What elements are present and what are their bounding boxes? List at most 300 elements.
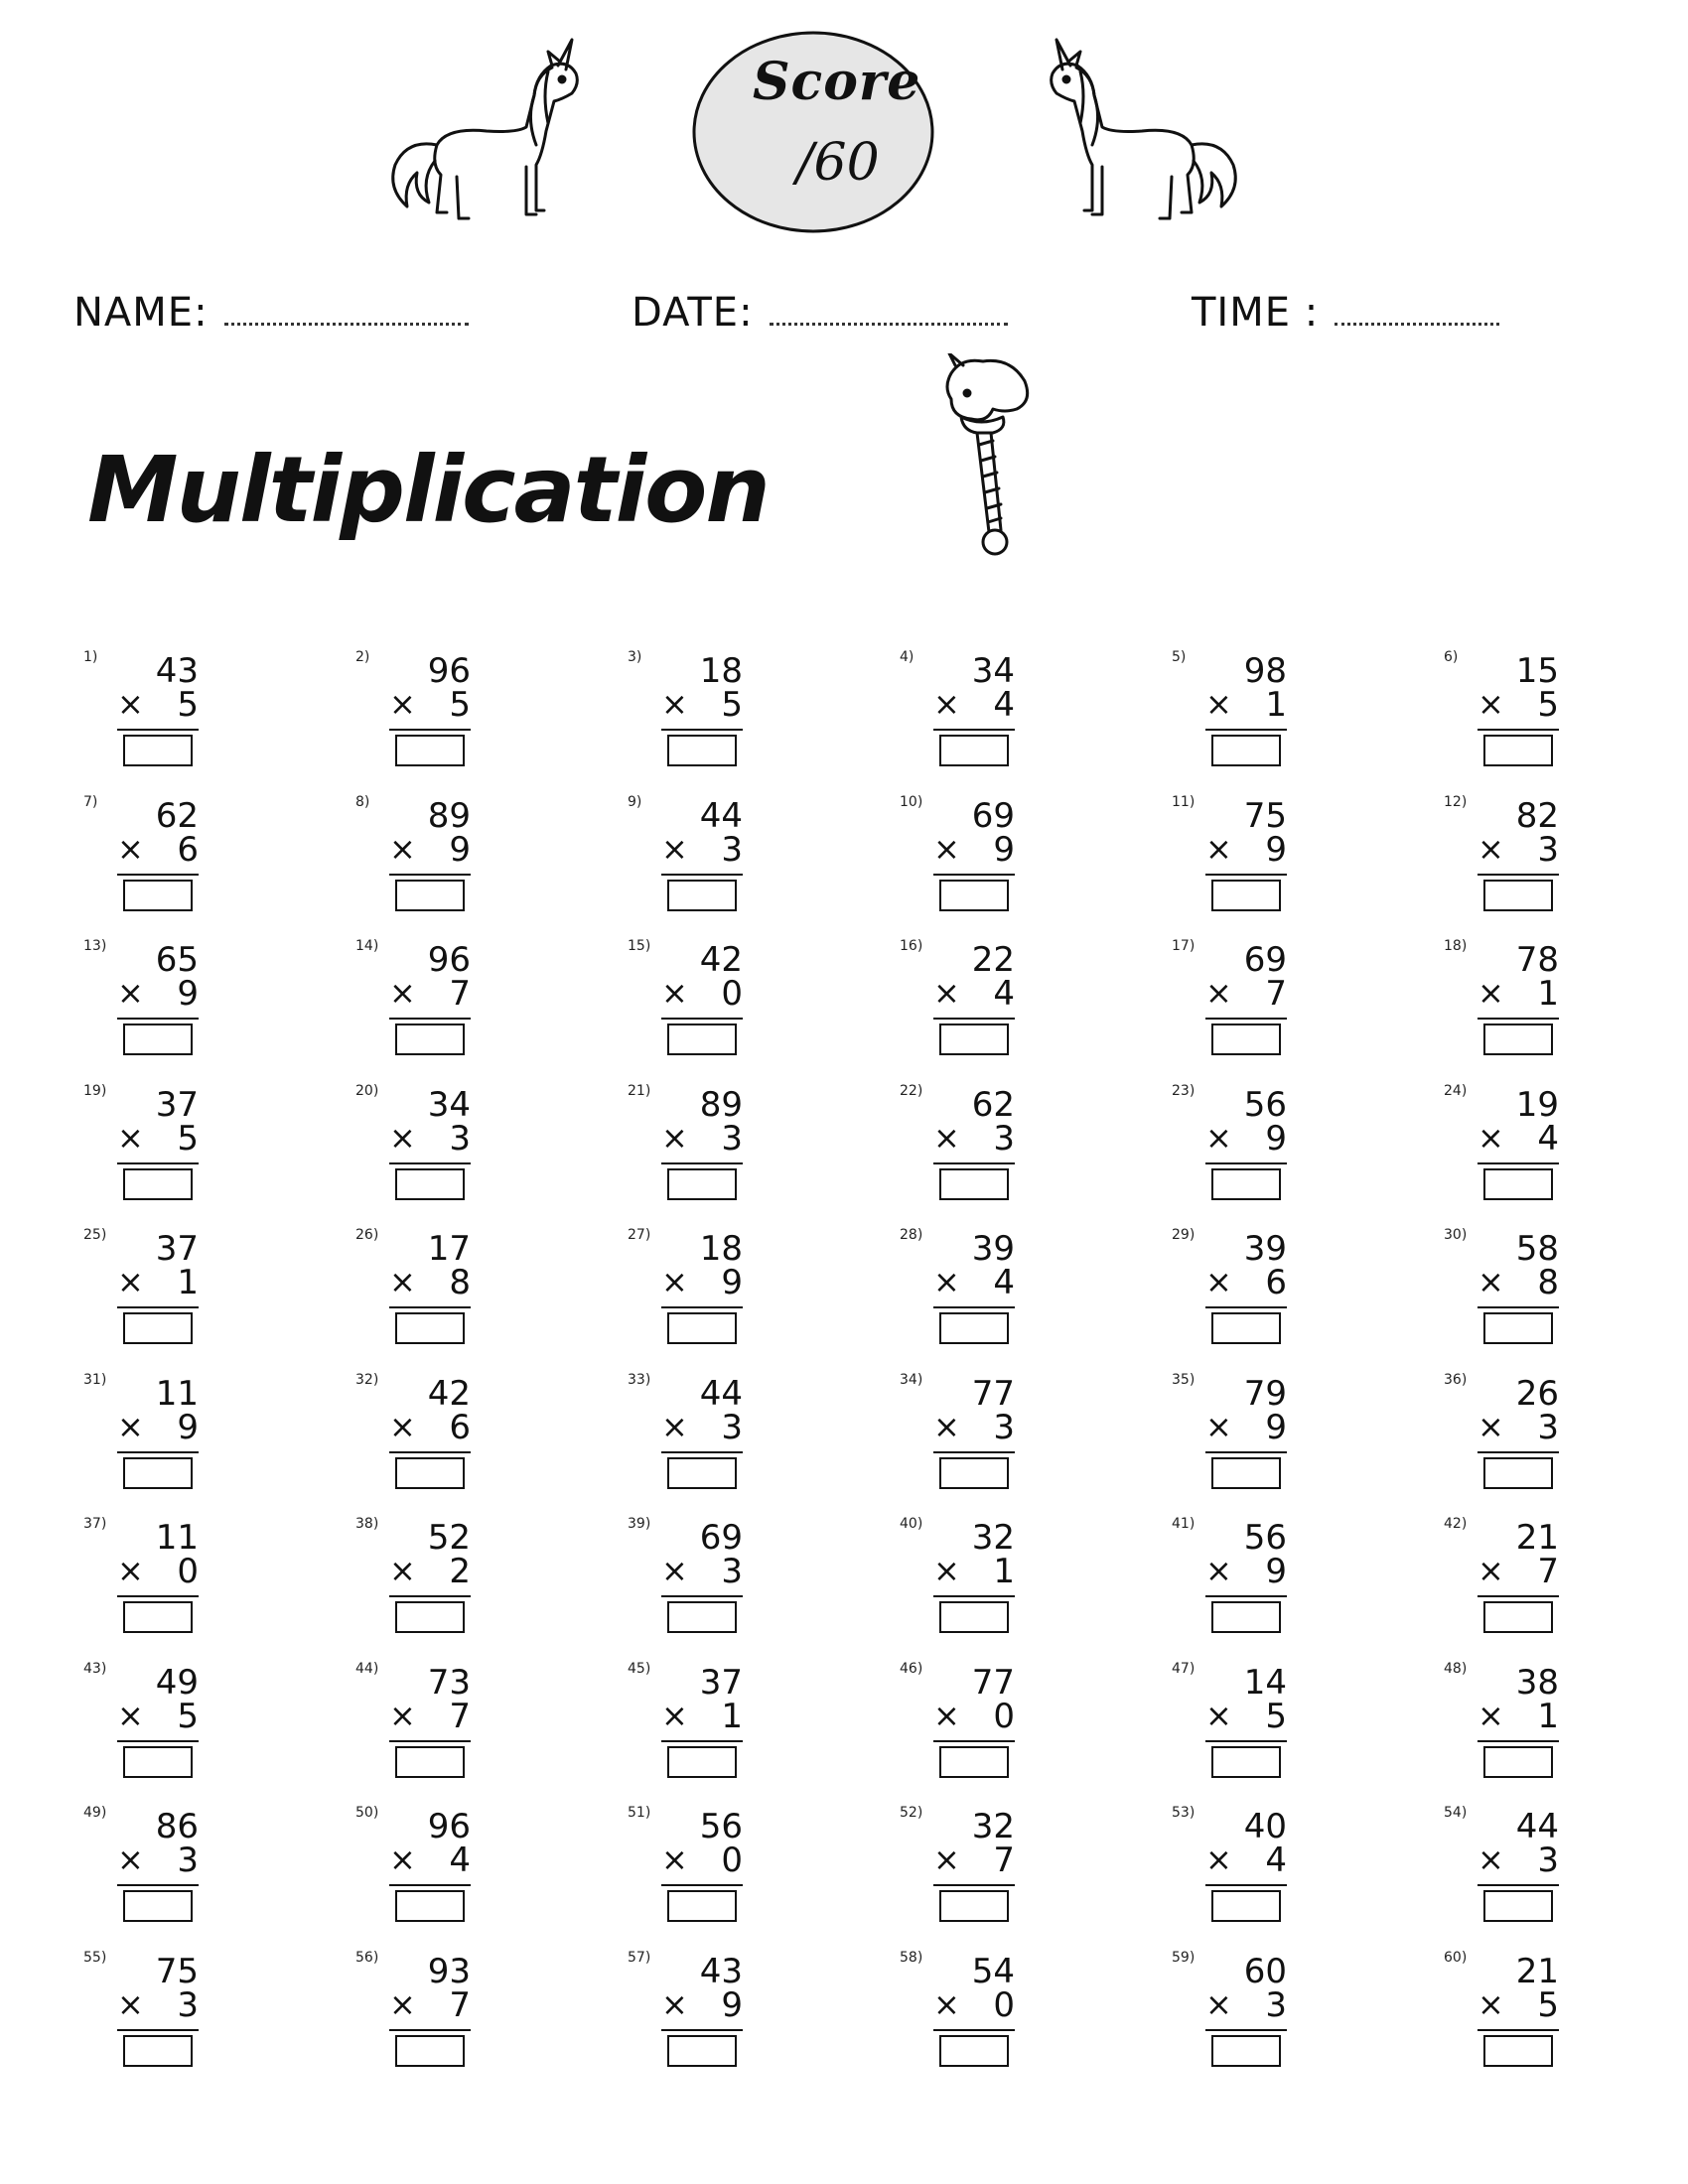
problem-number: 31)	[83, 1371, 107, 1388]
multiplicand: 37	[699, 1662, 743, 1703]
problem-number: 59)	[1172, 1949, 1196, 1966]
answer-box[interactable]	[123, 1024, 193, 1055]
answer-box[interactable]	[395, 1457, 465, 1489]
problem-item	[83, 1805, 232, 1924]
problem-number: 47)	[1172, 1660, 1196, 1677]
problem-number: 30)	[1444, 1227, 1468, 1243]
answer-box[interactable]	[667, 735, 737, 766]
problem-item	[628, 938, 776, 1057]
answer-box[interactable]	[939, 735, 1009, 766]
multiplier-row	[933, 1119, 1015, 1164]
problem-item	[355, 1516, 504, 1635]
times-sign: ×	[661, 1984, 688, 2023]
multiplier: 1	[721, 1696, 743, 1736]
answer-box[interactable]	[1483, 1746, 1553, 1778]
problem-number: 21)	[628, 1082, 651, 1099]
multiplier-row	[661, 1263, 743, 1308]
problem-number: 36)	[1444, 1371, 1468, 1388]
times-sign: ×	[661, 1263, 688, 1300]
problem-number: 29)	[1172, 1227, 1196, 1243]
multiplier-row	[1477, 1552, 1559, 1597]
multiplier: 0	[993, 1984, 1015, 2025]
date-line[interactable]	[770, 322, 1008, 326]
multiplier: 3	[993, 1118, 1015, 1159]
multiplier: 3	[1265, 1984, 1287, 2025]
times-sign: ×	[661, 1552, 688, 1589]
times-sign: ×	[389, 1263, 416, 1300]
answer-box[interactable]	[667, 1168, 737, 1200]
multiplier-row	[1477, 685, 1559, 731]
multiplicand: 40	[1243, 1807, 1287, 1846]
multiplier: 6	[177, 829, 199, 870]
problem-item	[900, 1805, 1049, 1924]
answer-box[interactable]	[123, 735, 193, 766]
answer-box[interactable]	[1211, 1457, 1281, 1489]
times-sign: ×	[661, 685, 688, 723]
multiplicand: 49	[155, 1662, 199, 1703]
multiplicand: 82	[1515, 795, 1559, 836]
multiplier: 6	[449, 1407, 471, 1447]
problem-number: 25)	[83, 1227, 107, 1243]
problem-number: 8)	[355, 793, 370, 810]
multiplier: 3	[177, 1984, 199, 2025]
multiplicand: 44	[699, 1373, 743, 1414]
times-sign: ×	[1477, 1552, 1504, 1589]
times-sign: ×	[117, 1696, 144, 1734]
times-sign: ×	[1477, 1263, 1504, 1300]
problem-item	[1172, 1805, 1321, 1924]
problem-item	[83, 1083, 232, 1202]
multiplier: 5	[177, 1118, 199, 1159]
multiplier: 4	[993, 1263, 1015, 1302]
answer-box[interactable]	[1211, 1890, 1281, 1922]
answer-box[interactable]	[1483, 735, 1553, 766]
answer-box[interactable]	[123, 1312, 193, 1344]
answer-box[interactable]	[123, 1746, 193, 1778]
answer-box[interactable]	[123, 1890, 193, 1922]
answer-box[interactable]	[123, 1601, 193, 1633]
problem-number: 45)	[628, 1660, 651, 1677]
multiplicand: 44	[699, 795, 743, 836]
multiplier: 7	[1537, 1552, 1559, 1591]
answer-box[interactable]	[395, 1746, 465, 1778]
problem-number: 10)	[900, 793, 923, 810]
problem-item	[355, 1227, 504, 1346]
multiplicand: 96	[427, 651, 471, 691]
multiplier: 3	[721, 1118, 743, 1159]
times-sign: ×	[933, 685, 960, 723]
problem-number: 26)	[355, 1227, 379, 1243]
times-sign: ×	[661, 829, 688, 868]
times-sign: ×	[1205, 1118, 1232, 1157]
multiplier-row	[1205, 1552, 1287, 1597]
problem-number: 7)	[83, 793, 98, 810]
problem-item	[83, 1661, 232, 1780]
answer-box[interactable]	[667, 1746, 737, 1778]
date-field[interactable]	[632, 290, 1008, 336]
problem-item	[1172, 1661, 1321, 1780]
multiplier: 8	[449, 1263, 471, 1302]
name-line[interactable]	[224, 322, 469, 326]
page-title: Multiplication	[87, 437, 769, 543]
problem-number: 20)	[355, 1082, 379, 1099]
problem-item	[1444, 1227, 1593, 1346]
multiplier: 3	[721, 1407, 743, 1447]
answer-box[interactable]	[939, 1312, 1009, 1344]
multiplier: 7	[449, 974, 471, 1014]
multiplier-row	[661, 1841, 743, 1886]
answer-box[interactable]	[667, 1312, 737, 1344]
multiplier-row	[389, 1841, 471, 1886]
multiplier: 7	[449, 1984, 471, 2025]
problem-item	[83, 1516, 232, 1635]
multiplicand: 93	[427, 1951, 471, 1991]
multiplicand: 26	[1515, 1373, 1559, 1414]
multiplicand: 39	[971, 1229, 1015, 1269]
problem-number: 27)	[628, 1227, 651, 1243]
multiplicand: 32	[971, 1807, 1015, 1846]
answer-box[interactable]	[1211, 735, 1281, 766]
answer-box[interactable]	[667, 1457, 737, 1489]
multiplier-row	[1205, 1985, 1287, 2031]
answer-box[interactable]	[939, 2035, 1009, 2067]
problem-item	[1172, 1950, 1321, 2069]
problem-number: 33)	[628, 1371, 651, 1388]
multiplier: 9	[1265, 1407, 1287, 1447]
multiplier: 1	[1537, 1696, 1559, 1736]
multiplier: 1	[177, 1263, 199, 1302]
multiplier-row	[933, 1552, 1015, 1597]
multiplier: 0	[177, 1552, 199, 1591]
answer-box[interactable]	[667, 880, 737, 911]
problem-number: 2)	[355, 649, 370, 665]
multiplier: 5	[177, 685, 199, 725]
multiplier-row	[117, 974, 199, 1020]
multiplicand: 89	[427, 795, 471, 836]
answer-box[interactable]	[123, 2035, 193, 2067]
problem-item	[900, 1661, 1049, 1780]
multiplier-row	[661, 974, 743, 1020]
multiplicand: 21	[1515, 1951, 1559, 1991]
multiplier: 9	[449, 829, 471, 870]
times-sign: ×	[117, 685, 144, 723]
multiplicand: 43	[699, 1951, 743, 1991]
multiplier-row	[1205, 1697, 1287, 1742]
multiplier-row	[1477, 1408, 1559, 1453]
answer-box[interactable]	[939, 1601, 1009, 1633]
problem-number: 6)	[1444, 649, 1459, 665]
times-sign: ×	[1477, 974, 1504, 1012]
multiplier-row	[389, 1408, 471, 1453]
answer-box[interactable]	[1211, 1601, 1281, 1633]
multiplicand: 56	[1243, 1518, 1287, 1558]
multiplier-row	[117, 1119, 199, 1164]
problem-number: 1)	[83, 649, 98, 665]
times-sign: ×	[1205, 1552, 1232, 1589]
problem-number: 28)	[900, 1227, 923, 1243]
answer-box[interactable]	[1211, 1168, 1281, 1200]
times-sign: ×	[117, 1118, 144, 1157]
answer-box[interactable]	[939, 1457, 1009, 1489]
multiplier-row	[933, 1985, 1015, 2031]
multiplier: 4	[993, 685, 1015, 725]
multiplier: 0	[721, 1841, 743, 1880]
multiplier: 6	[1265, 1263, 1287, 1302]
times-sign: ×	[1205, 974, 1232, 1012]
problem-item	[1444, 649, 1593, 768]
answer-box[interactable]	[395, 1890, 465, 1922]
answer-box[interactable]	[395, 1168, 465, 1200]
times-sign: ×	[117, 1263, 144, 1300]
answer-box[interactable]	[667, 2035, 737, 2067]
times-sign: ×	[389, 1407, 416, 1445]
multiplier: 7	[449, 1696, 471, 1736]
answer-box[interactable]	[939, 1746, 1009, 1778]
multiplier: 4	[449, 1841, 471, 1880]
answer-box[interactable]	[395, 1312, 465, 1344]
multiplier: 9	[177, 1407, 199, 1447]
multiplier: 3	[993, 1407, 1015, 1447]
multiplier-row	[933, 1841, 1015, 1886]
answer-box[interactable]	[1211, 1312, 1281, 1344]
student-info-row	[0, 290, 1688, 349]
answer-box[interactable]	[939, 880, 1009, 911]
problem-item	[1444, 1083, 1593, 1202]
multiplicand: 79	[1243, 1373, 1287, 1414]
score-total: /60	[796, 133, 880, 193]
problem-item	[900, 938, 1049, 1057]
multiplier: 9	[1265, 1118, 1287, 1159]
answer-box[interactable]	[939, 1024, 1009, 1055]
problem-number: 17)	[1172, 938, 1196, 954]
multiplier-row	[1477, 830, 1559, 876]
problem-item	[1444, 1950, 1593, 2069]
multiplier-row	[389, 1985, 471, 2031]
problem-number: 14)	[355, 938, 379, 954]
multiplier: 5	[1265, 1696, 1287, 1736]
times-sign: ×	[933, 1984, 960, 2023]
multiplier: 4	[1537, 1118, 1559, 1159]
multiplier-row	[1205, 685, 1287, 731]
problem-item	[628, 1372, 776, 1491]
multiplier: 0	[993, 1696, 1015, 1736]
multiplier-row	[1205, 974, 1287, 1020]
problem-item	[83, 1950, 232, 2069]
answer-box[interactable]	[1483, 1312, 1553, 1344]
problem-number: 3)	[628, 649, 642, 665]
multiplicand: 42	[427, 1373, 471, 1414]
multiplier-row	[389, 974, 471, 1020]
multiplicand: 19	[1515, 1084, 1559, 1125]
multiplier: 3	[1537, 1841, 1559, 1880]
problem-item	[628, 794, 776, 913]
problem-number: 48)	[1444, 1660, 1468, 1677]
problem-item	[355, 1950, 504, 2069]
score-label: Score	[753, 52, 921, 112]
problem-item	[1172, 938, 1321, 1057]
times-sign: ×	[117, 829, 144, 868]
answer-box[interactable]	[395, 2035, 465, 2067]
multiplicand: 89	[699, 1084, 743, 1125]
times-sign: ×	[1205, 1407, 1232, 1445]
multiplicand: 42	[699, 940, 743, 980]
unicorn-left-icon	[377, 36, 586, 244]
multiplicand: 62	[971, 1084, 1015, 1125]
times-sign: ×	[661, 974, 688, 1012]
times-sign: ×	[661, 1407, 688, 1445]
times-sign: ×	[933, 1841, 960, 1878]
multiplier: 9	[177, 974, 199, 1014]
multiplier: 7	[993, 1841, 1015, 1880]
answer-box[interactable]	[123, 1457, 193, 1489]
multiplier: 4	[1265, 1841, 1287, 1880]
answer-box[interactable]	[667, 1890, 737, 1922]
times-sign: ×	[933, 974, 960, 1012]
times-sign: ×	[117, 1841, 144, 1878]
answer-box[interactable]	[1483, 2035, 1553, 2067]
multiplier-row	[389, 1263, 471, 1308]
answer-box[interactable]	[667, 1024, 737, 1055]
multiplier: 2	[449, 1552, 471, 1591]
answer-box[interactable]	[123, 1168, 193, 1200]
multiplier-row	[117, 1263, 199, 1308]
answer-box[interactable]	[395, 880, 465, 911]
times-sign: ×	[1477, 1407, 1504, 1445]
answer-box[interactable]	[1483, 1457, 1553, 1489]
problem-item	[355, 1805, 504, 1924]
problem-number: 56)	[355, 1949, 379, 1966]
problem-number: 5)	[1172, 649, 1187, 665]
answer-box[interactable]	[1483, 1168, 1553, 1200]
multiplier: 5	[177, 1696, 199, 1736]
multiplier-row	[661, 1408, 743, 1453]
multiplier-row	[389, 1552, 471, 1597]
problem-number: 12)	[1444, 793, 1468, 810]
times-sign: ×	[661, 1841, 688, 1878]
multiplicand: 58	[1515, 1229, 1559, 1269]
multiplicand: 56	[699, 1807, 743, 1846]
problem-number: 13)	[83, 938, 107, 954]
multiplier-row	[389, 1697, 471, 1742]
times-sign: ×	[1477, 1118, 1504, 1157]
problem-item	[1444, 794, 1593, 913]
answer-box[interactable]	[1483, 880, 1553, 911]
times-sign: ×	[1205, 829, 1232, 868]
times-sign: ×	[389, 1696, 416, 1734]
problem-number: 24)	[1444, 1082, 1468, 1099]
multiplicand: 62	[155, 795, 199, 836]
multiplier: 7	[1265, 974, 1287, 1014]
multiplier-row	[661, 1697, 743, 1742]
answer-box[interactable]	[667, 1601, 737, 1633]
answer-box[interactable]	[1211, 880, 1281, 911]
multiplier: 1	[1537, 974, 1559, 1014]
multiplicand: 18	[699, 651, 743, 691]
problem-item	[1444, 1516, 1593, 1635]
answer-box[interactable]	[395, 1601, 465, 1633]
multiplier-row	[1477, 1697, 1559, 1742]
multiplicand: 39	[1243, 1229, 1287, 1269]
multiplicand: 65	[155, 940, 199, 980]
time-line[interactable]	[1335, 322, 1499, 326]
multiplier-row	[117, 1985, 199, 2031]
multiplier-row	[933, 830, 1015, 876]
problem-item	[1172, 649, 1321, 768]
problem-item	[900, 649, 1049, 768]
problem-number: 42)	[1444, 1516, 1468, 1532]
problem-item	[628, 649, 776, 768]
problem-item	[628, 1950, 776, 2069]
problem-number: 55)	[83, 1949, 107, 1966]
multiplier: 3	[1537, 1407, 1559, 1447]
multiplicand: 21	[1515, 1518, 1559, 1558]
multiplier-row	[1205, 1841, 1287, 1886]
problem-number: 51)	[628, 1805, 651, 1821]
multiplicand: 11	[155, 1518, 199, 1558]
problem-number: 39)	[628, 1516, 651, 1532]
times-sign: ×	[933, 1696, 960, 1734]
problem-item	[83, 649, 232, 768]
problem-item	[628, 1516, 776, 1635]
answer-box[interactable]	[1483, 1890, 1553, 1922]
multiplicand: 14	[1243, 1662, 1287, 1703]
multiplicand: 34	[427, 1084, 471, 1125]
answer-box[interactable]	[395, 1024, 465, 1055]
problem-item	[1444, 1805, 1593, 1924]
multiplicand: 60	[1243, 1951, 1287, 1991]
multiplier-row	[1205, 1408, 1287, 1453]
problem-item	[900, 1372, 1049, 1491]
times-sign: ×	[389, 685, 416, 723]
problem-item	[1172, 794, 1321, 913]
problem-item	[1172, 1372, 1321, 1491]
answer-box[interactable]	[123, 880, 193, 911]
multiplicand: 52	[427, 1518, 471, 1558]
multiplicand: 15	[1515, 651, 1559, 691]
times-sign: ×	[389, 1552, 416, 1589]
answer-box[interactable]	[1211, 1024, 1281, 1055]
problem-item	[83, 938, 232, 1057]
problem-item	[355, 794, 504, 913]
answer-box[interactable]	[395, 735, 465, 766]
answer-box[interactable]	[1483, 1601, 1553, 1633]
problem-number: 54)	[1444, 1805, 1468, 1821]
name-field[interactable]	[73, 290, 469, 336]
multiplier-row	[1477, 1985, 1559, 2031]
multiplicand: 69	[1243, 940, 1287, 980]
multiplier: 5	[721, 685, 743, 725]
multiplier-row	[933, 1408, 1015, 1453]
multiplier-row	[1205, 1119, 1287, 1164]
times-sign: ×	[933, 1407, 960, 1445]
problem-number: 40)	[900, 1516, 923, 1532]
multiplier: 5	[1537, 1984, 1559, 2025]
multiplicand: 56	[1243, 1084, 1287, 1125]
problem-number: 38)	[355, 1516, 379, 1532]
answer-box[interactable]	[939, 1168, 1009, 1200]
multiplier: 3	[721, 1552, 743, 1591]
multiplier: 9	[721, 1984, 743, 2025]
answer-box[interactable]	[1211, 2035, 1281, 2067]
answer-box[interactable]	[1211, 1746, 1281, 1778]
answer-box[interactable]	[1483, 1024, 1553, 1055]
multiplicand: 22	[971, 940, 1015, 980]
answer-box[interactable]	[939, 1890, 1009, 1922]
multiplier-row	[661, 1985, 743, 2031]
problem-number: 4)	[900, 649, 914, 665]
problem-item	[355, 1372, 504, 1491]
time-field[interactable]	[1192, 290, 1499, 336]
